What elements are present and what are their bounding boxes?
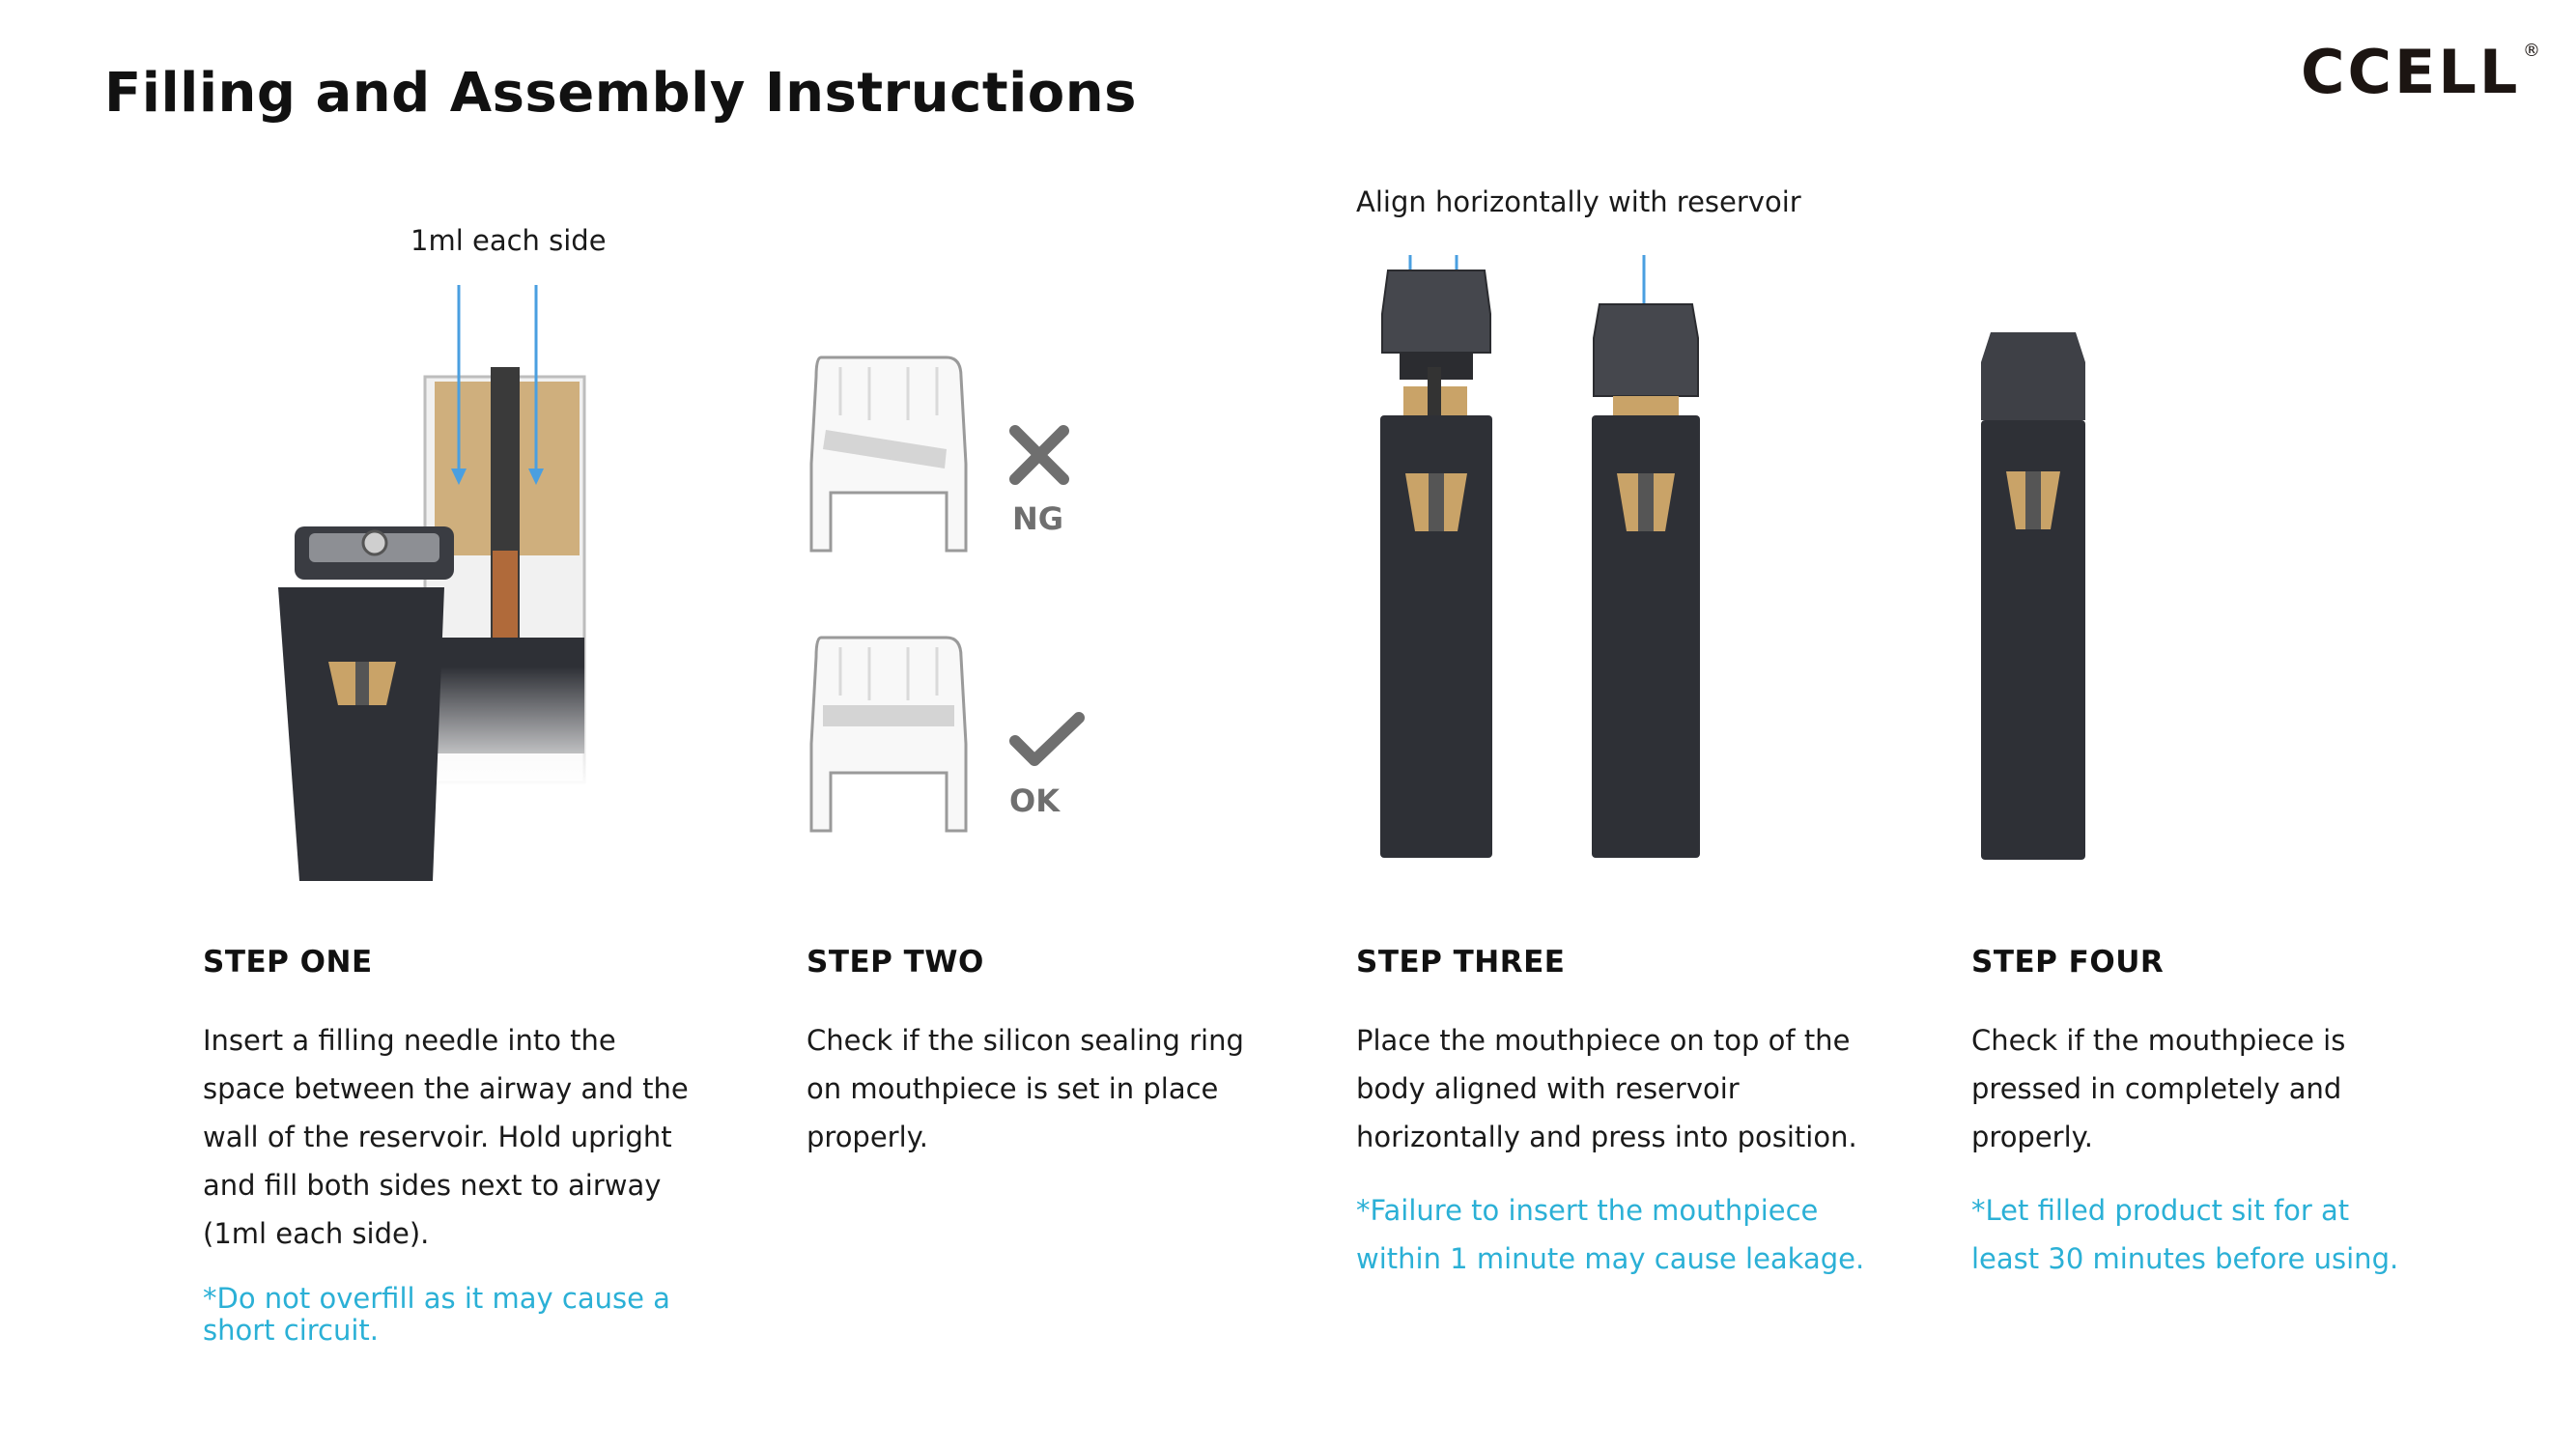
text-line: properly. <box>807 1121 928 1153</box>
note-line: short circuit. <box>203 1314 380 1347</box>
step-one-note <box>203 1283 670 1347</box>
text-line: (1ml each side). <box>203 1217 430 1250</box>
step-four-note <box>1971 1186 2398 1283</box>
note-line: *Do not overfill as it may cause a <box>203 1282 670 1315</box>
registered-mark: ® <box>2523 41 2540 61</box>
step-one-title: STEP ONE <box>203 945 373 980</box>
note-line: *Failure to insert the mouthpiece <box>1356 1194 1819 1227</box>
step-four-body <box>1971 1016 2345 1161</box>
note-line: least 30 minutes before using. <box>1971 1242 2399 1275</box>
step-three-caption: Align horizontally with reservoir <box>1356 185 1801 218</box>
text-line: Check if the silicon sealing ring <box>807 1024 1244 1057</box>
step-two-ng-mouthpiece <box>802 357 976 555</box>
step-four-title: STEP FOUR <box>1971 945 2165 980</box>
step-three-title: STEP THREE <box>1356 945 1566 980</box>
step-two-body <box>807 1016 1244 1161</box>
text-line: Insert a filling needle into the <box>203 1024 616 1057</box>
text-line: pressed in completely and <box>1971 1072 2342 1105</box>
step-three-body <box>1356 1016 1857 1161</box>
text-line: horizontally and press into position. <box>1356 1121 1857 1153</box>
page-title: Filling and Assembly Instructions <box>104 62 1137 125</box>
step-three-device-aligned <box>1588 251 1704 865</box>
step-one-caption: 1ml each side <box>410 224 607 257</box>
ok-label: OK <box>1009 782 1060 819</box>
note-line: within 1 minute may cause leakage. <box>1356 1242 1865 1275</box>
ccell-logo: CCELL <box>2301 37 2521 107</box>
text-line: space between the airway and the <box>203 1072 689 1105</box>
x-mark-icon <box>1009 425 1069 485</box>
step-one-illustration <box>270 280 609 889</box>
step-three-note <box>1356 1186 1864 1283</box>
step-four-device-assembled <box>1975 328 2091 865</box>
note-line: *Let filled product sit for at <box>1971 1194 2350 1227</box>
text-line: properly. <box>1971 1121 2093 1153</box>
step-one-body <box>203 1016 689 1258</box>
text-line: and fill both sides next to airway <box>203 1169 662 1202</box>
text-line: Check if the mouthpiece is <box>1971 1024 2346 1057</box>
text-line: Place the mouthpiece on top of the <box>1356 1024 1851 1057</box>
text-line: on mouthpiece is set in place <box>807 1072 1219 1105</box>
text-line: body aligned with reservoir <box>1356 1072 1740 1105</box>
ng-label: NG <box>1012 500 1064 537</box>
step-three-device-open <box>1376 251 1497 865</box>
step-two-title: STEP TWO <box>807 945 984 980</box>
step-two-ok-mouthpiece <box>802 638 976 836</box>
text-line: wall of the reservoir. Hold upright <box>203 1121 672 1153</box>
check-mark-icon <box>1009 710 1085 770</box>
